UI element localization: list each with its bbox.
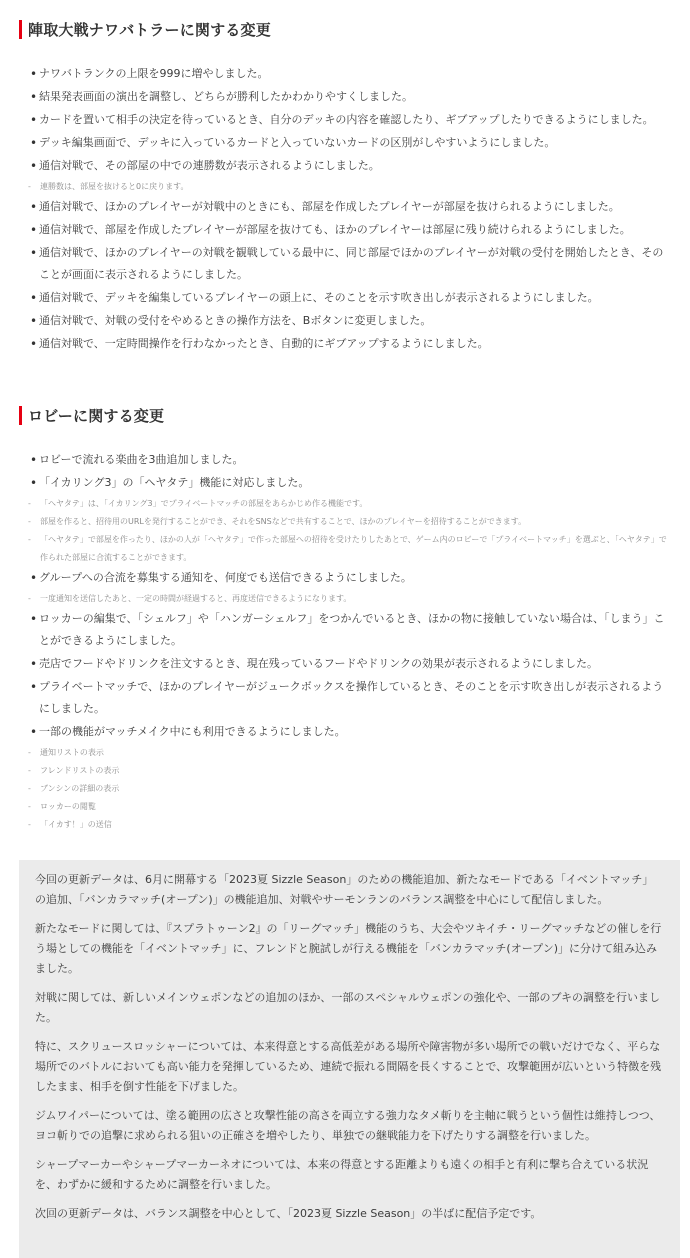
bullet-icon: • <box>30 725 38 739</box>
list-item <box>29 63 670 85</box>
list-item <box>29 449 670 471</box>
change-list <box>19 449 670 834</box>
bullet-icon: • <box>30 90 38 104</box>
bullet-icon: • <box>30 571 38 585</box>
list-item <box>29 653 670 675</box>
list-item <box>29 219 670 241</box>
bullet-icon: • <box>30 291 38 305</box>
list-note <box>19 816 670 834</box>
summary-paragraph: ジムワイパーについては、塗る範囲の広さと攻撃性能の高さを両立する強力なタメ斬りを主軸に戦うという個性は維持しつつ、ヨコ斬りでの追撃に求められる狙いの正確さを増やしたり、単独での継戦能力を下げたりする調整を行いました。 <box>35 1109 661 1142</box>
bullet-icon: • <box>30 136 38 150</box>
section-heading <box>19 17 670 41</box>
list-note <box>19 495 670 513</box>
item-text: 通信対戦で、部屋を作成したプレイヤーが部屋を抜けても、ほかのプレイヤーは部屋に残り続けられるようにしました。 <box>39 223 631 236</box>
section-nawabattler-changes <box>0 0 690 356</box>
item-text: 連勝数は、部屋を抜けると0に戻ります。 <box>40 182 189 191</box>
item-text: 結果発表画面の演出を調整し、どちらが勝利したかわかりやすくしました。 <box>39 90 413 103</box>
item-text: 「ヘヤタテ」は、「イカリング3」でプライベートマッチの部屋をあらかじめ作る機能です。 <box>40 499 368 508</box>
dash-icon: - <box>28 182 31 191</box>
list-note <box>19 762 670 780</box>
dash-icon: - <box>28 535 31 544</box>
item-text: 通知リストの表示 <box>40 748 104 757</box>
summary-paragraph: 新たなモードに関しては、『スプラトゥーン2』の「リーグマッチ」機能のうち、大会やツキイチ・リーグマッチなどの催しを行う場としての機能を「イベントマッチ」に、フレンドと腕試しが行える機能を「バンカラマッチ(オープン)」に分けて組み込みました。 <box>35 922 662 975</box>
bullet-icon: • <box>30 159 38 173</box>
list-note <box>19 590 670 608</box>
heading-accent-bar <box>19 406 22 425</box>
item-text: 通信対戦で、対戦の受付をやめるときの操作方法を、Bボタンに変更しました。 <box>39 314 432 327</box>
item-text: 部屋を作ると、招待用のURLを発行することができ、それをSNSなどで共有することで、ほかのプレイヤーを招待することができます。 <box>40 517 527 526</box>
list-item <box>29 333 670 355</box>
item-text: カードを置いて相手の決定を待っているとき、自分のデッキの内容を確認したり、ギブアップしたりできるようにしました。 <box>39 113 654 126</box>
bullet-icon: • <box>30 67 38 81</box>
list-item <box>29 567 670 589</box>
dash-icon: - <box>28 517 31 526</box>
list-item <box>29 472 670 494</box>
list-item <box>29 310 670 332</box>
item-text: グループへの合流を募集する通知を、何度でも送信できるようにしました。 <box>39 571 412 584</box>
list-item <box>29 132 670 154</box>
item-text: デッキ編集画面で、デッキに入っているカードと入っていないカードの区別がしやすいようにしました。 <box>39 136 556 149</box>
dash-icon: - <box>28 594 31 603</box>
dash-icon: - <box>28 748 31 757</box>
summary-paragraph: 今回の更新データは、6月に開幕する「2023夏 Sizzle Season」のための機能追加、新たなモードである「イベントマッチ」の追加、「バンカラマッチ(オープン)」の機能追加、対戦やサーモンランのバランス調整を中心にして配信しました。 <box>35 873 654 906</box>
list-item <box>29 109 670 131</box>
bullet-icon: • <box>30 476 38 490</box>
summary-paragraph: 特に、スクリュースロッシャーについては、本来得意とする高低差がある場所や障害物が多い場所での戦いだけでなく、平らな場所でのバトルにおいても高い能力を発揮しているため、連続で振れる間隔を長くすることで、攻撃範囲が広いという特徴を残したまま、相手を倒す性能を下げました。 <box>35 1040 662 1093</box>
list-note <box>19 744 670 762</box>
bullet-icon: • <box>30 453 38 467</box>
summary-paragraph: 次回の更新データは、バランス調整を中心として、「2023夏 Sizzle Season」の半ばに配信予定です。 <box>35 1207 542 1220</box>
bullet-icon: • <box>30 612 38 626</box>
section-title: 陣取大戦ナワバトラーに関する変更 <box>28 20 271 39</box>
heading-accent-bar <box>19 20 22 39</box>
item-text: 通信対戦で、その部屋の中での連勝数が表示されるようにしました。 <box>39 159 380 172</box>
bullet-icon: • <box>30 680 38 694</box>
summary-paragraph: 対戦に関しては、新しいメインウェポンなどの追加のほか、一部のスペシャルウェポンの強化や、一部のブキの調整を行いました。 <box>35 991 661 1024</box>
item-text: 通信対戦で、一定時間操作を行わなかったとき、自動的にギブアップするようにしました。 <box>39 337 489 350</box>
item-text: 売店でフードやドリンクを注文するとき、現在残っているフードやドリンクの効果が表示されるようにしました。 <box>39 657 599 670</box>
list-note <box>19 178 670 196</box>
list-item <box>29 242 670 286</box>
bullet-icon: • <box>30 246 38 260</box>
list-item <box>29 196 670 218</box>
dash-icon: - <box>28 820 31 829</box>
section-heading <box>19 403 670 427</box>
item-text: 「イカす！」の送信 <box>40 820 112 829</box>
list-item <box>29 155 670 177</box>
list-item <box>29 86 670 108</box>
list-item <box>29 721 670 743</box>
item-text: フレンドリストの表示 <box>40 766 120 775</box>
bullet-icon: • <box>30 113 38 127</box>
item-text: 通信対戦で、ほかのプレイヤーの対戦を観戦している最中に、同じ部屋でほかのプレイヤーが対戦の受付を開始したとき、そのことが画面に表示されるようにしました。 <box>39 246 664 281</box>
bullet-icon: • <box>30 657 38 671</box>
item-text: 通信対戦で、ほかのプレイヤーが対戦中のときにも、部屋を作成したプレイヤーが部屋を抜けられるようにしました。 <box>39 200 620 213</box>
section-lobby-changes <box>0 386 690 834</box>
list-item <box>29 287 670 309</box>
item-text: 「ヘヤタテ」で部屋を作ったり、ほかの人が「ヘヤタテ」で作った部屋への招待を受けたりしたあとで、ゲーム内のロビーで「プライベートマッチ」を選ぶと、「ヘヤタテ」で作られた部屋に合流することができます。 <box>40 535 667 562</box>
list-note <box>19 798 670 816</box>
item-text: 「イカリング3」の「ヘヤタテ」機能に対応しました。 <box>39 476 310 489</box>
list-item <box>29 608 670 652</box>
change-list <box>19 63 670 355</box>
bullet-icon: • <box>30 200 38 214</box>
dash-icon: - <box>28 499 31 508</box>
bullet-icon: • <box>30 223 38 237</box>
item-text: ナワバトランクの上限を999に増やしました。 <box>39 67 269 80</box>
list-note <box>19 531 670 567</box>
item-text: 通信対戦で、デッキを編集しているプレイヤーの頭上に、そのことを示す吹き出しが表示されるようにしました。 <box>39 291 599 304</box>
item-text: ロッカーの編集で、「シェルフ」や「ハンガーシェルフ」をつかんでいるとき、ほかの物に接触していない場合は、「しまう」ことができるようにしました。 <box>39 612 665 647</box>
list-note <box>19 513 670 531</box>
item-text: 一度通知を送信したあと、一定の時間が経過すると、再度送信できるようになります。 <box>40 594 352 603</box>
update-summary-box <box>19 860 680 1258</box>
item-text: プライベートマッチで、ほかのプレイヤーがジュークボックスを操作しているとき、そのことを示す吹き出しが表示されるようにしました。 <box>39 680 664 715</box>
dash-icon: - <box>28 802 31 811</box>
dash-icon: - <box>28 766 31 775</box>
item-text: ロッカーの閲覧 <box>40 802 96 811</box>
bullet-icon: • <box>30 314 38 328</box>
list-note <box>19 780 670 798</box>
item-text: ロビーで流れる楽曲を3曲追加しました。 <box>39 453 244 466</box>
item-text: ブンシンの詳細の表示 <box>40 784 120 793</box>
section-title: ロビーに関する変更 <box>28 406 165 425</box>
item-text: 一部の機能がマッチメイク中にも利用できるようにしました。 <box>39 725 346 738</box>
bullet-icon: • <box>30 337 38 351</box>
list-item <box>29 676 670 720</box>
summary-paragraph: シャープマーカーやシャープマーカーネオについては、本来の得意とする距離よりも遠くの相手と有利に撃ち合えている状況を、わずかに緩和するために調整を行いました。 <box>35 1158 649 1191</box>
dash-icon: - <box>28 784 31 793</box>
